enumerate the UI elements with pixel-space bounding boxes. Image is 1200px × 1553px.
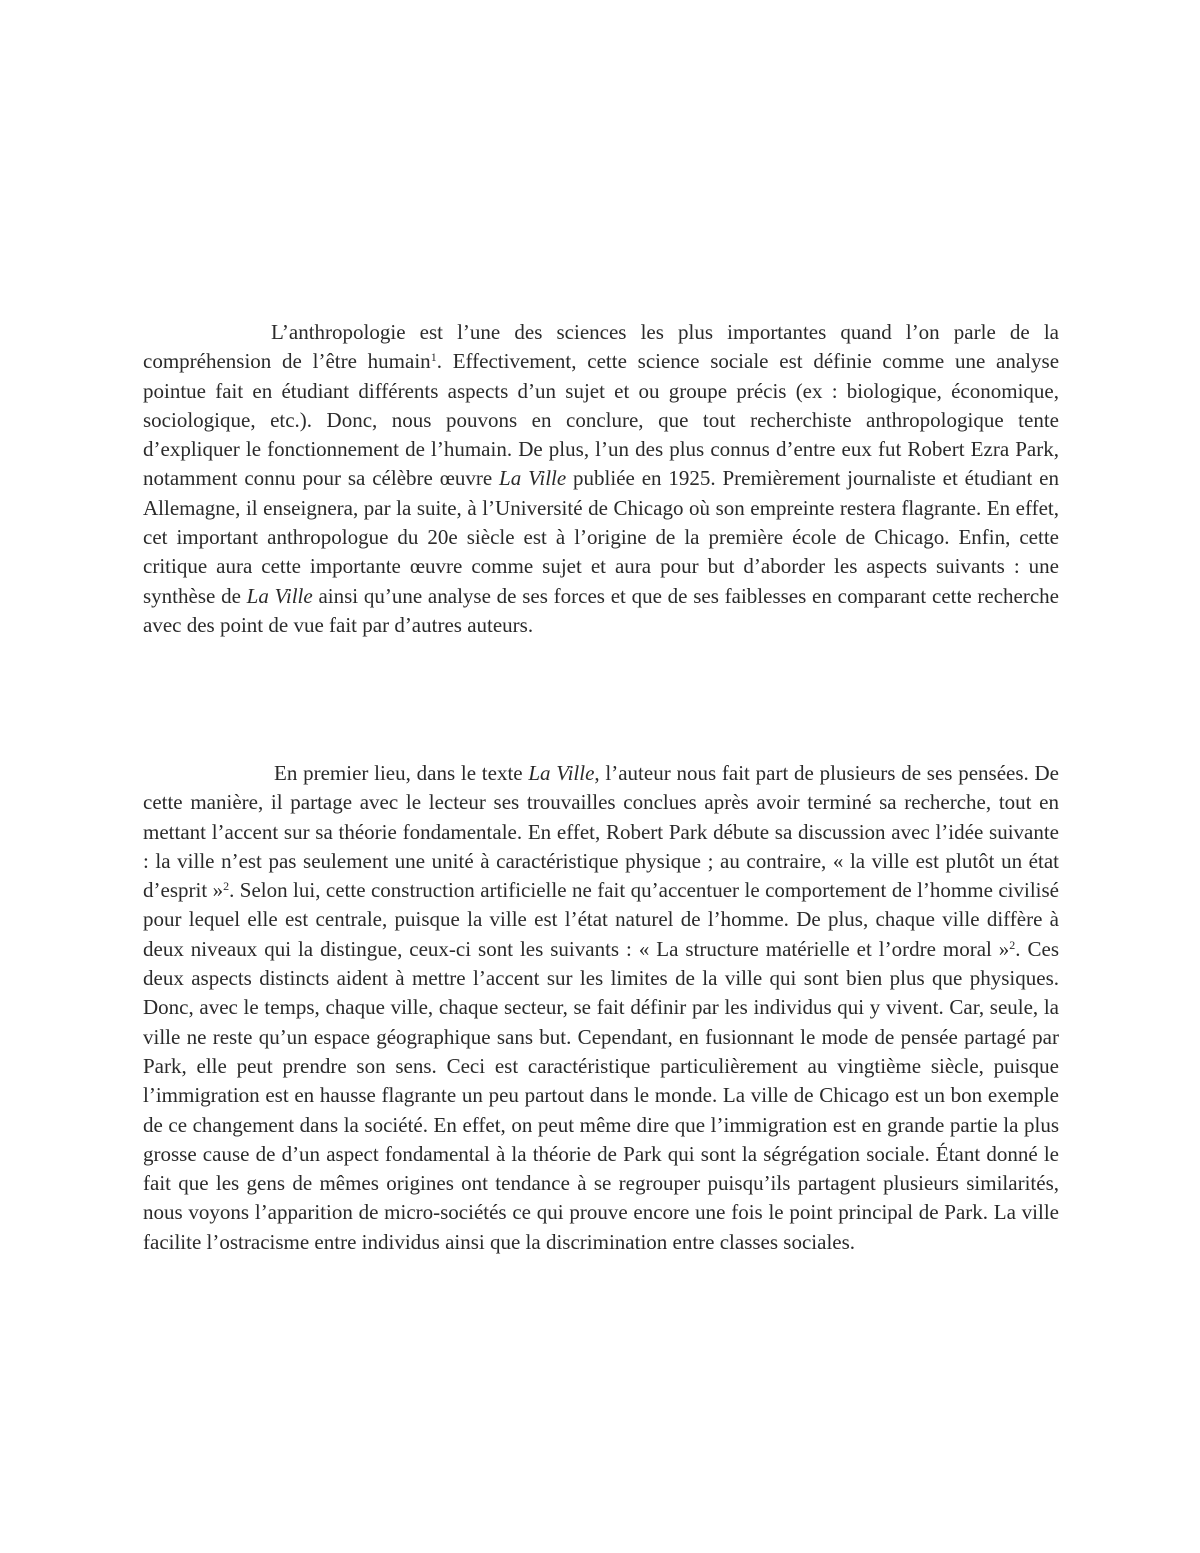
text-run: publiée en 1925. Premièrement journaliste et étudiant en Allemagne, il enseignera, par la suite, à l’Université de Chicago où son empreinte restera flagrante. En effet, cet important anthropologue du 20e siècle est à l’origine de la première école de Chicago. Enfin, cette critique aura cette importante œuvre comme sujet et aura pour but d’aborder les aspects suivants : une synthèse de — [143, 466, 1059, 608]
footnote-ref-2b: 2 — [1009, 937, 1016, 952]
book-title: La Ville — [246, 583, 313, 608]
footnote-ref-1: 1 — [430, 350, 437, 365]
text-run: ainsi qu’une analyse de ses forces et que de ses faiblesses en comparant cette recherche avec des point de vue fait par d’autres auteurs. — [143, 583, 1059, 637]
footnote-ref-2: 2 — [223, 879, 230, 894]
paragraph-introduction — [143, 318, 1059, 640]
paragraph-synthesis — [143, 759, 1059, 1257]
book-title: La Ville — [499, 466, 567, 491]
paragraph-text — [143, 318, 1059, 640]
text-run: En premier lieu, dans le texte — [274, 761, 529, 785]
text-run: . Effectivement, cette science sociale est définie comme une analyse pointue fait en étudiant différents aspects d’un sujet et ou groupe précis (ex : biologique, économique, sociologique, etc.). Donc, nous pouvons en conclure, que tout recherchiste anthropologique tente d’expliquer le fonctionnement de l’humain. De plus, l’un des plus connus d’entre eux fut Robert Ezra Park, notamment connu pour sa célèbre œuvre — [143, 349, 1060, 491]
paragraph-text — [143, 759, 1059, 1257]
text-run: . Selon lui, cette construction artificielle ne fait qu’accentuer le comportement de l’homme civilisé pour lequel elle est centrale, puisque la ville est l’état naturel de l’homme. De plus, chaque ville diffère à deux niveaux qui la distingue, ceux-ci sont les suivants : « La structure matérielle et l’ordre moral » — [143, 878, 1059, 961]
text-run: , l’auteur nous fait part de plusieurs de ses pensées. De cette manière, il partage avec le lecteur ses trouvailles conclues après avoir terminé sa recherche, tout en mettant l’accent sur sa théorie fondamentale. En effet, Robert Park débute sa discussion avec l’idée suivante : la ville n’est pas seulement une unité à caractéristique physique ; au contraire, « la ville est plutôt un état d’esprit » — [143, 761, 1059, 903]
text-run: L’anthropologie est l’une des sciences les plus importantes quand l’on parle de la compréhension de l’être humain — [143, 320, 1059, 374]
book-title: La Ville — [528, 761, 595, 785]
text-run: . Ces deux aspects distincts aident à mettre l’accent sur les limites de la ville qui sont bien plus que physiques. Donc, avec le temps, chaque ville, chaque secteur, se fait définir par les individus qui y vivent. Car, seule, la ville ne reste qu’un espace géographique sans but. Cependant, en fusionnant le mode de pensée partagé par Park, elle peut prendre son sens. Ceci est caractéristique particulièrement au vingtième siècle, puisque l’immigration est en hausse flagrante un peu partout dans le monde. La ville de Chicago est un bon exemple de ce changement dans la société. En effet, on peut même dire que l’immigration est en grande partie la plus grosse cause de d’un aspect fondamental à la théorie de Park qui sont la ségrégation sociale. Étant donné le fait que les gens de mêmes origines ont tendance à se regrouper puisqu’ils partagent plusieurs similarités, nous voyons l’apparition de micro-sociétés ce qui prouve encore une fois le point principal de Park. La ville facilite l’ostracisme entre individus ainsi que la discrimination entre classes sociales. — [143, 936, 1059, 1254]
